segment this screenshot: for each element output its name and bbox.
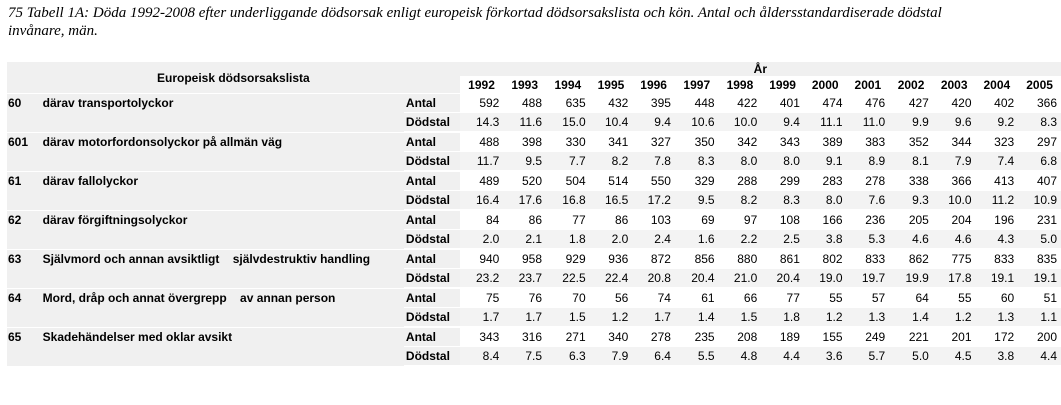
cell-dodstal-2005: 19.1 <box>1018 269 1061 289</box>
cell-dodstal-2001: 8.9 <box>847 152 890 172</box>
cell-dodstal-1999: 2.5 <box>761 230 804 250</box>
cell-dodstal-1997: 5.5 <box>675 347 719 367</box>
cell-dodstal-1997: 20.4 <box>675 269 719 289</box>
cell-antal-1994: 929 <box>546 249 590 269</box>
cell-antal-1999: 401 <box>761 94 804 113</box>
cell-dodstal-1996: 2.4 <box>632 230 675 250</box>
cell-dodstal-2001: 19.7 <box>847 269 890 289</box>
cell-antal-1993: 958 <box>503 249 546 269</box>
cause-code: 61 <box>7 171 43 210</box>
cell-antal-2003: 201 <box>933 327 976 347</box>
cell-antal-2000: 283 <box>804 171 847 191</box>
year-header-1999: 1999 <box>761 77 804 94</box>
cell-antal-2000: 389 <box>804 132 847 152</box>
cell-antal-1997: 856 <box>675 249 719 269</box>
table-row-60-antal <box>7 94 1061 113</box>
measure-label-dodstal: Dödstal <box>404 230 460 250</box>
cause-name: därav transportolyckor <box>43 94 404 133</box>
cell-dodstal-2005: 6.8 <box>1018 152 1061 172</box>
cell-dodstal-1997: 8.3 <box>675 152 719 172</box>
measure-label-antal: Antal <box>404 132 460 152</box>
cell-antal-1998: 66 <box>719 288 762 308</box>
cell-dodstal-1995: 16.5 <box>590 191 633 211</box>
cell-dodstal-1994: 1.8 <box>546 230 590 250</box>
year-header-1996: 1996 <box>632 77 675 94</box>
table-row-601-antal <box>7 132 1061 152</box>
cell-antal-2001: 236 <box>847 210 890 230</box>
cell-dodstal-1996: 20.8 <box>632 269 675 289</box>
cell-antal-1999: 77 <box>761 288 804 308</box>
cell-antal-1996: 74 <box>632 288 675 308</box>
cell-antal-1996: 278 <box>632 327 675 347</box>
cell-dodstal-2000: 3.8 <box>804 230 847 250</box>
cell-antal-1996: 327 <box>632 132 675 152</box>
year-header-2004: 2004 <box>976 77 1019 94</box>
measure-label-antal: Antal <box>404 327 460 347</box>
cause-name: Skadehändelser med oklar avsikt <box>43 327 404 366</box>
cell-antal-2000: 802 <box>804 249 847 269</box>
table-body <box>7 94 1061 367</box>
cell-antal-2001: 278 <box>847 171 890 191</box>
cell-dodstal-1993: 23.7 <box>503 269 546 289</box>
cell-antal-1995: 432 <box>590 94 633 113</box>
cell-antal-2005: 51 <box>1018 288 1061 308</box>
cell-antal-1992: 75 <box>460 288 504 308</box>
cell-antal-1997: 350 <box>675 132 719 152</box>
measure-label-antal: Antal <box>404 210 460 230</box>
cell-dodstal-2004: 1.3 <box>976 308 1019 328</box>
cell-dodstal-2000: 9.1 <box>804 152 847 172</box>
cell-dodstal-1994: 6.3 <box>546 347 590 367</box>
year-header-1998: 1998 <box>719 77 762 94</box>
year-header-2005: 2005 <box>1018 77 1061 94</box>
measure-label-antal: Antal <box>404 94 460 113</box>
cell-antal-2002: 338 <box>889 171 933 191</box>
cell-dodstal-2003: 7.9 <box>933 152 976 172</box>
table-caption <box>8 4 1061 40</box>
cell-antal-1993: 398 <box>503 132 546 152</box>
cell-antal-2001: 476 <box>847 94 890 113</box>
cell-antal-2002: 64 <box>889 288 933 308</box>
cell-antal-2005: 407 <box>1018 171 1061 191</box>
cell-antal-1997: 61 <box>675 288 719 308</box>
cell-dodstal-1994: 22.5 <box>546 269 590 289</box>
cell-dodstal-1993: 1.7 <box>503 308 546 328</box>
cell-dodstal-1996: 1.7 <box>632 308 675 328</box>
cell-antal-1997: 235 <box>675 327 719 347</box>
table-row-63-antal <box>7 249 1061 269</box>
cell-antal-1994: 70 <box>546 288 590 308</box>
cell-dodstal-1996: 9.4 <box>632 113 675 133</box>
cell-dodstal-1998: 21.0 <box>719 269 762 289</box>
cell-dodstal-1999: 20.4 <box>761 269 804 289</box>
cell-dodstal-1994: 16.8 <box>546 191 590 211</box>
cell-antal-1994: 635 <box>546 94 590 113</box>
cell-antal-1996: 550 <box>632 171 675 191</box>
cell-dodstal-1999: 8.0 <box>761 152 804 172</box>
cell-antal-1993: 76 <box>503 288 546 308</box>
cell-dodstal-1992: 11.7 <box>460 152 504 172</box>
measure-label-dodstal: Dödstal <box>404 152 460 172</box>
cell-antal-2004: 196 <box>976 210 1019 230</box>
cell-dodstal-2002: 8.1 <box>889 152 933 172</box>
cell-antal-1994: 330 <box>546 132 590 152</box>
year-header-2001: 2001 <box>847 77 890 94</box>
cell-dodstal-1998: 10.0 <box>719 113 762 133</box>
cell-dodstal-2001: 11.0 <box>847 113 890 133</box>
cell-antal-1994: 271 <box>546 327 590 347</box>
cell-dodstal-2001: 5.3 <box>847 230 890 250</box>
cell-antal-2004: 172 <box>976 327 1019 347</box>
measure-label-antal: Antal <box>404 249 460 269</box>
cell-antal-1998: 880 <box>719 249 762 269</box>
year-header-1995: 1995 <box>590 77 633 94</box>
cause-name: därav motorfordonsolyckor på allmän väg <box>43 132 404 171</box>
cell-antal-2001: 833 <box>847 249 890 269</box>
cell-dodstal-1998: 8.0 <box>719 152 762 172</box>
cell-dodstal-2005: 8.3 <box>1018 113 1061 133</box>
cell-antal-1995: 341 <box>590 132 633 152</box>
cell-antal-2004: 323 <box>976 132 1019 152</box>
cell-dodstal-1995: 22.4 <box>590 269 633 289</box>
year-header-1992: 1992 <box>460 77 504 94</box>
cell-antal-1999: 108 <box>761 210 804 230</box>
caption-line-2: invånare, män. <box>8 23 98 39</box>
cause-name: därav förgiftningsolyckor <box>43 210 404 249</box>
cause-name: Självmord och annan avsiktligt självdestruktiv handling <box>43 249 404 288</box>
cell-antal-2004: 413 <box>976 171 1019 191</box>
cell-antal-1998: 342 <box>719 132 762 152</box>
cell-dodstal-1999: 1.8 <box>761 308 804 328</box>
cell-antal-1999: 299 <box>761 171 804 191</box>
cell-dodstal-2000: 3.6 <box>804 347 847 367</box>
cell-antal-1992: 489 <box>460 171 504 191</box>
cell-dodstal-1995: 2.0 <box>590 230 633 250</box>
cell-dodstal-1993: 7.5 <box>503 347 546 367</box>
cell-antal-2000: 474 <box>804 94 847 113</box>
cell-dodstal-1992: 16.4 <box>460 191 504 211</box>
cell-dodstal-1993: 11.6 <box>503 113 546 133</box>
cell-antal-2005: 835 <box>1018 249 1061 269</box>
cell-dodstal-1992: 8.4 <box>460 347 504 367</box>
cell-dodstal-2004: 4.3 <box>976 230 1019 250</box>
cell-dodstal-2005: 4.4 <box>1018 347 1061 367</box>
measure-label-antal: Antal <box>404 288 460 308</box>
cell-dodstal-1993: 17.6 <box>503 191 546 211</box>
cell-dodstal-1993: 9.5 <box>503 152 546 172</box>
cell-antal-1993: 488 <box>503 94 546 113</box>
table-row-64-antal <box>7 288 1061 308</box>
cell-dodstal-2003: 10.0 <box>933 191 976 211</box>
cell-dodstal-1993: 2.1 <box>503 230 546 250</box>
cell-antal-2001: 249 <box>847 327 890 347</box>
cell-antal-1992: 940 <box>460 249 504 269</box>
cell-dodstal-2001: 1.3 <box>847 308 890 328</box>
cell-antal-2001: 383 <box>847 132 890 152</box>
cell-antal-2004: 60 <box>976 288 1019 308</box>
year-header-1993: 1993 <box>503 77 546 94</box>
year-header-1997: 1997 <box>675 77 719 94</box>
measure-label-dodstal: Dödstal <box>404 308 460 328</box>
cell-antal-1994: 504 <box>546 171 590 191</box>
cell-dodstal-2000: 11.1 <box>804 113 847 133</box>
cell-dodstal-1997: 10.6 <box>675 113 719 133</box>
cell-antal-1995: 936 <box>590 249 633 269</box>
cell-antal-1993: 316 <box>503 327 546 347</box>
cell-antal-2005: 366 <box>1018 94 1061 113</box>
cell-dodstal-1996: 7.8 <box>632 152 675 172</box>
cell-antal-1999: 189 <box>761 327 804 347</box>
cell-antal-2001: 57 <box>847 288 890 308</box>
cell-antal-2005: 231 <box>1018 210 1061 230</box>
cell-dodstal-1995: 1.2 <box>590 308 633 328</box>
table-row-61-antal <box>7 171 1061 191</box>
cell-dodstal-1995: 7.9 <box>590 347 633 367</box>
cell-antal-2005: 297 <box>1018 132 1061 152</box>
cell-dodstal-2003: 4.5 <box>933 347 976 367</box>
cell-dodstal-2001: 5.7 <box>847 347 890 367</box>
cell-antal-2002: 205 <box>889 210 933 230</box>
cell-antal-1994: 77 <box>546 210 590 230</box>
cell-dodstal-2003: 4.6 <box>933 230 976 250</box>
cause-name: därav fallolyckor <box>43 171 404 210</box>
cell-antal-1995: 86 <box>590 210 633 230</box>
cell-dodstal-1997: 1.4 <box>675 308 719 328</box>
year-group-header: År <box>460 62 1061 77</box>
cause-code: 62 <box>7 210 43 249</box>
cell-dodstal-1996: 6.4 <box>632 347 675 367</box>
cell-antal-1992: 84 <box>460 210 504 230</box>
cell-antal-1998: 208 <box>719 327 762 347</box>
cell-antal-1996: 395 <box>632 94 675 113</box>
cause-code: 601 <box>7 132 43 171</box>
cause-code: 64 <box>7 288 43 327</box>
cell-dodstal-2000: 1.2 <box>804 308 847 328</box>
cell-dodstal-2003: 17.8 <box>933 269 976 289</box>
cell-antal-2000: 55 <box>804 288 847 308</box>
cell-antal-1996: 872 <box>632 249 675 269</box>
cell-antal-2000: 166 <box>804 210 847 230</box>
cell-antal-2002: 427 <box>889 94 933 113</box>
cell-dodstal-1996: 17.2 <box>632 191 675 211</box>
cell-dodstal-1992: 14.3 <box>460 113 504 133</box>
measure-label-dodstal: Dödstal <box>404 347 460 367</box>
cell-antal-1997: 448 <box>675 94 719 113</box>
cell-dodstal-1997: 1.6 <box>675 230 719 250</box>
cell-antal-1995: 514 <box>590 171 633 191</box>
cell-dodstal-2004: 9.2 <box>976 113 1019 133</box>
cell-dodstal-1999: 8.3 <box>761 191 804 211</box>
cell-dodstal-2004: 11.2 <box>976 191 1019 211</box>
cell-antal-1999: 343 <box>761 132 804 152</box>
mortality-table <box>7 62 1061 367</box>
cell-dodstal-2002: 4.6 <box>889 230 933 250</box>
year-header-2003: 2003 <box>933 77 976 94</box>
cell-dodstal-1992: 23.2 <box>460 269 504 289</box>
cell-dodstal-1998: 1.5 <box>719 308 762 328</box>
cell-antal-2003: 366 <box>933 171 976 191</box>
cell-antal-1996: 103 <box>632 210 675 230</box>
cell-dodstal-2003: 1.2 <box>933 308 976 328</box>
cell-dodstal-2003: 9.6 <box>933 113 976 133</box>
cell-antal-2003: 344 <box>933 132 976 152</box>
cell-antal-2000: 155 <box>804 327 847 347</box>
cell-dodstal-2002: 9.9 <box>889 113 933 133</box>
cell-antal-1998: 422 <box>719 94 762 113</box>
cell-dodstal-2004: 3.8 <box>976 347 1019 367</box>
cell-dodstal-1995: 10.4 <box>590 113 633 133</box>
cell-antal-1999: 861 <box>761 249 804 269</box>
year-header-2002: 2002 <box>889 77 933 94</box>
cell-dodstal-1994: 15.0 <box>546 113 590 133</box>
cell-dodstal-1998: 2.2 <box>719 230 762 250</box>
table-row-65-antal <box>7 327 1061 347</box>
cell-dodstal-2005: 10.9 <box>1018 191 1061 211</box>
cell-antal-2004: 402 <box>976 94 1019 113</box>
measure-label-dodstal: Dödstal <box>404 113 460 133</box>
cell-antal-2002: 352 <box>889 132 933 152</box>
year-header-2000: 2000 <box>804 77 847 94</box>
cell-antal-2003: 775 <box>933 249 976 269</box>
cell-antal-1995: 340 <box>590 327 633 347</box>
cell-antal-1992: 488 <box>460 132 504 152</box>
cell-dodstal-2002: 9.3 <box>889 191 933 211</box>
cell-antal-1993: 86 <box>503 210 546 230</box>
cell-dodstal-1995: 8.2 <box>590 152 633 172</box>
cell-dodstal-2004: 19.1 <box>976 269 1019 289</box>
cell-antal-2002: 862 <box>889 249 933 269</box>
cell-dodstal-2002: 5.0 <box>889 347 933 367</box>
cell-antal-1998: 288 <box>719 171 762 191</box>
cell-dodstal-1999: 9.4 <box>761 113 804 133</box>
cell-antal-1997: 329 <box>675 171 719 191</box>
cause-code: 60 <box>7 94 43 133</box>
cell-antal-1992: 592 <box>460 94 504 113</box>
cell-dodstal-1997: 9.5 <box>675 191 719 211</box>
cell-dodstal-2000: 8.0 <box>804 191 847 211</box>
cell-dodstal-1994: 1.5 <box>546 308 590 328</box>
cell-antal-2003: 55 <box>933 288 976 308</box>
measure-label-dodstal: Dödstal <box>404 269 460 289</box>
cell-antal-1997: 69 <box>675 210 719 230</box>
cell-antal-1992: 343 <box>460 327 504 347</box>
cell-dodstal-2004: 7.4 <box>976 152 1019 172</box>
cell-antal-2005: 200 <box>1018 327 1061 347</box>
source-list-header: Europeisk dödsorsakslista <box>7 62 460 94</box>
cell-antal-1995: 56 <box>590 288 633 308</box>
caption-line-1: 75 Tabell 1A: Döda 1992-2008 efter underliggande dödsorsak enligt europeisk förkortad dödsorsakslista och kön. Antal och åldersstandardiserade dödstal <box>8 5 942 21</box>
cell-antal-2004: 833 <box>976 249 1019 269</box>
cause-code: 63 <box>7 249 43 288</box>
cell-dodstal-2002: 19.9 <box>889 269 933 289</box>
cell-antal-2003: 420 <box>933 94 976 113</box>
year-header-1994: 1994 <box>546 77 590 94</box>
cell-dodstal-1998: 4.8 <box>719 347 762 367</box>
cell-antal-2002: 221 <box>889 327 933 347</box>
measure-label-antal: Antal <box>404 171 460 191</box>
cell-dodstal-1998: 8.2 <box>719 191 762 211</box>
cause-code: 65 <box>7 327 43 366</box>
cell-dodstal-1994: 7.7 <box>546 152 590 172</box>
table-row-62-antal <box>7 210 1061 230</box>
cell-dodstal-2002: 1.4 <box>889 308 933 328</box>
cell-dodstal-1992: 1.7 <box>460 308 504 328</box>
cell-antal-2003: 204 <box>933 210 976 230</box>
cell-dodstal-1999: 4.4 <box>761 347 804 367</box>
measure-label-dodstal: Dödstal <box>404 191 460 211</box>
cell-dodstal-2001: 7.6 <box>847 191 890 211</box>
cell-dodstal-2000: 19.0 <box>804 269 847 289</box>
cell-dodstal-2005: 1.1 <box>1018 308 1061 328</box>
cell-antal-1993: 520 <box>503 171 546 191</box>
table-header <box>7 62 1061 94</box>
cause-name: Mord, dråp och annat övergrepp av annan person <box>43 288 404 327</box>
cell-antal-1998: 97 <box>719 210 762 230</box>
cell-dodstal-1992: 2.0 <box>460 230 504 250</box>
cell-dodstal-2005: 5.0 <box>1018 230 1061 250</box>
